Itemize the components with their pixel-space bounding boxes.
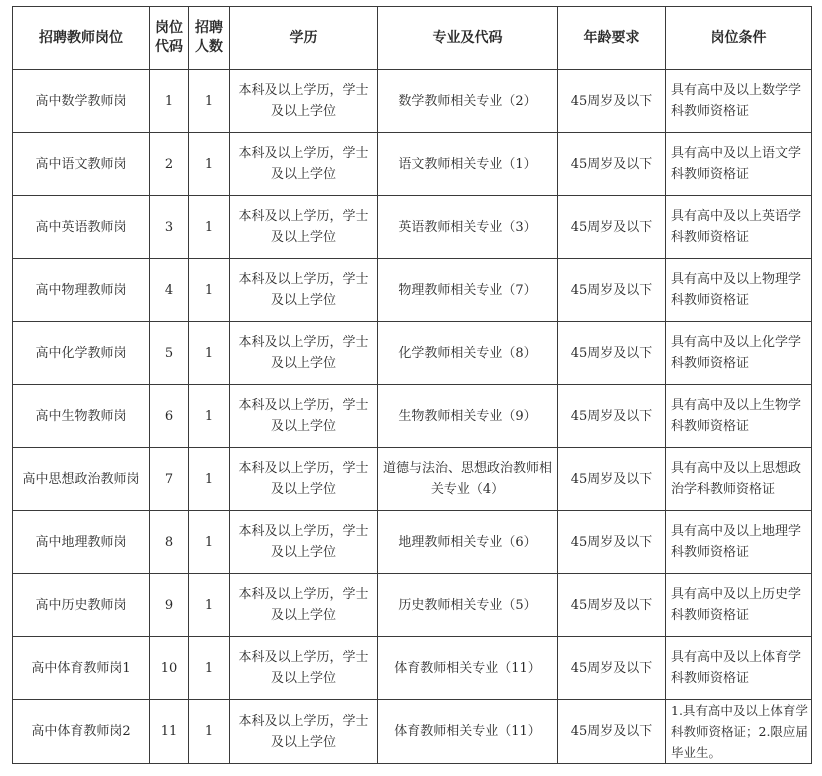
cell-major: 体育教师相关专业（11）: [378, 700, 558, 764]
recruitment-table: [12, 6, 812, 764]
cell-code: 1: [150, 70, 189, 133]
recruitment-table-container: [12, 6, 812, 764]
cell-count: 1: [189, 322, 230, 385]
cell-code: 8: [150, 511, 189, 574]
table-header: [13, 7, 812, 70]
cell-education: 本科及以上学历，学士及以上学位: [230, 385, 378, 448]
cell-education: 本科及以上学历，学士及以上学位: [230, 511, 378, 574]
cell-condition: 具有高中及以上体育学科教师资格证: [666, 637, 812, 700]
header-education: 学历: [230, 7, 378, 70]
cell-age: 45周岁及以下: [558, 637, 666, 700]
cell-age: 45周岁及以下: [558, 448, 666, 511]
cell-condition: 具有高中及以上地理学科教师资格证: [666, 511, 812, 574]
cell-position: 高中化学教师岗: [13, 322, 150, 385]
cell-education: 本科及以上学历，学士及以上学位: [230, 133, 378, 196]
cell-education: 本科及以上学历，学士及以上学位: [230, 70, 378, 133]
cell-count: 1: [189, 70, 230, 133]
cell-condition: 具有高中及以上数学学科教师资格证: [666, 70, 812, 133]
cell-major: 化学教师相关专业（8）: [378, 322, 558, 385]
cell-major: 道德与法治、思想政治教师相关专业（4）: [378, 448, 558, 511]
cell-count: 1: [189, 511, 230, 574]
cell-condition: 具有高中及以上语文学科教师资格证: [666, 133, 812, 196]
cell-age: 45周岁及以下: [558, 133, 666, 196]
cell-position: 高中历史教师岗: [13, 574, 150, 637]
cell-education: 本科及以上学历，学士及以上学位: [230, 448, 378, 511]
cell-position: 高中体育教师岗1: [13, 637, 150, 700]
cell-condition: 具有高中及以上化学学科教师资格证: [666, 322, 812, 385]
cell-major: 地理教师相关专业（6）: [378, 511, 558, 574]
cell-age: 45周岁及以下: [558, 259, 666, 322]
table-row: [13, 700, 812, 764]
cell-education: 本科及以上学历，学士及以上学位: [230, 259, 378, 322]
cell-count: 1: [189, 574, 230, 637]
table-row: [13, 70, 812, 133]
cell-count: 1: [189, 385, 230, 448]
cell-age: 45周岁及以下: [558, 574, 666, 637]
cell-position: 高中物理教师岗: [13, 259, 150, 322]
cell-position: 高中英语教师岗: [13, 196, 150, 259]
cell-position: 高中思想政治教师岗: [13, 448, 150, 511]
table-row: [13, 259, 812, 322]
cell-count: 1: [189, 133, 230, 196]
cell-education: 本科及以上学历，学士及以上学位: [230, 574, 378, 637]
cell-code: 9: [150, 574, 189, 637]
header-code: 岗位代码: [150, 7, 189, 70]
cell-major: 生物教师相关专业（9）: [378, 385, 558, 448]
cell-major: 数学教师相关专业（2）: [378, 70, 558, 133]
header-count: 招聘人数: [189, 7, 230, 70]
cell-age: 45周岁及以下: [558, 511, 666, 574]
cell-condition: 具有高中及以上物理学科教师资格证: [666, 259, 812, 322]
cell-condition: 具有高中及以上生物学科教师资格证: [666, 385, 812, 448]
cell-code: 11: [150, 700, 189, 764]
cell-count: 1: [189, 637, 230, 700]
cell-education: 本科及以上学历，学士及以上学位: [230, 196, 378, 259]
cell-condition: 具有高中及以上英语学科教师资格证: [666, 196, 812, 259]
cell-code: 7: [150, 448, 189, 511]
table-row: [13, 196, 812, 259]
cell-age: 45周岁及以下: [558, 322, 666, 385]
cell-age: 45周岁及以下: [558, 70, 666, 133]
cell-code: 10: [150, 637, 189, 700]
header-position: 招聘教师岗位: [13, 7, 150, 70]
table-row: [13, 637, 812, 700]
table-row: [13, 322, 812, 385]
cell-condition: 1.具有高中及以上体育学科教师资格证；2.限应届毕业生。: [666, 700, 812, 764]
cell-count: 1: [189, 448, 230, 511]
cell-age: 45周岁及以下: [558, 196, 666, 259]
table-row: [13, 511, 812, 574]
cell-position: 高中生物教师岗: [13, 385, 150, 448]
cell-count: 1: [189, 700, 230, 764]
cell-education: 本科及以上学历，学士及以上学位: [230, 637, 378, 700]
cell-position: 高中数学教师岗: [13, 70, 150, 133]
cell-code: 6: [150, 385, 189, 448]
cell-major: 英语教师相关专业（3）: [378, 196, 558, 259]
cell-education: 本科及以上学历，学士及以上学位: [230, 322, 378, 385]
cell-major: 体育教师相关专业（11）: [378, 637, 558, 700]
cell-count: 1: [189, 196, 230, 259]
header-condition: 岗位条件: [666, 7, 812, 70]
cell-code: 3: [150, 196, 189, 259]
cell-code: 4: [150, 259, 189, 322]
cell-age: 45周岁及以下: [558, 385, 666, 448]
cell-condition: 具有高中及以上思想政治学科教师资格证: [666, 448, 812, 511]
cell-position: 高中地理教师岗: [13, 511, 150, 574]
header-age: 年龄要求: [558, 7, 666, 70]
table-row: [13, 574, 812, 637]
table-row: [13, 133, 812, 196]
table-row: [13, 385, 812, 448]
cell-age: 45周岁及以下: [558, 700, 666, 764]
cell-major: 语文教师相关专业（1）: [378, 133, 558, 196]
cell-position: 高中语文教师岗: [13, 133, 150, 196]
header-row: [13, 7, 812, 70]
table-body: [13, 70, 812, 764]
table-row: [13, 448, 812, 511]
cell-condition: 具有高中及以上历史学科教师资格证: [666, 574, 812, 637]
cell-code: 5: [150, 322, 189, 385]
header-major: 专业及代码: [378, 7, 558, 70]
cell-count: 1: [189, 259, 230, 322]
cell-position: 高中体育教师岗2: [13, 700, 150, 764]
cell-code: 2: [150, 133, 189, 196]
cell-major: 物理教师相关专业（7）: [378, 259, 558, 322]
cell-education: 本科及以上学历，学士及以上学位: [230, 700, 378, 764]
cell-major: 历史教师相关专业（5）: [378, 574, 558, 637]
